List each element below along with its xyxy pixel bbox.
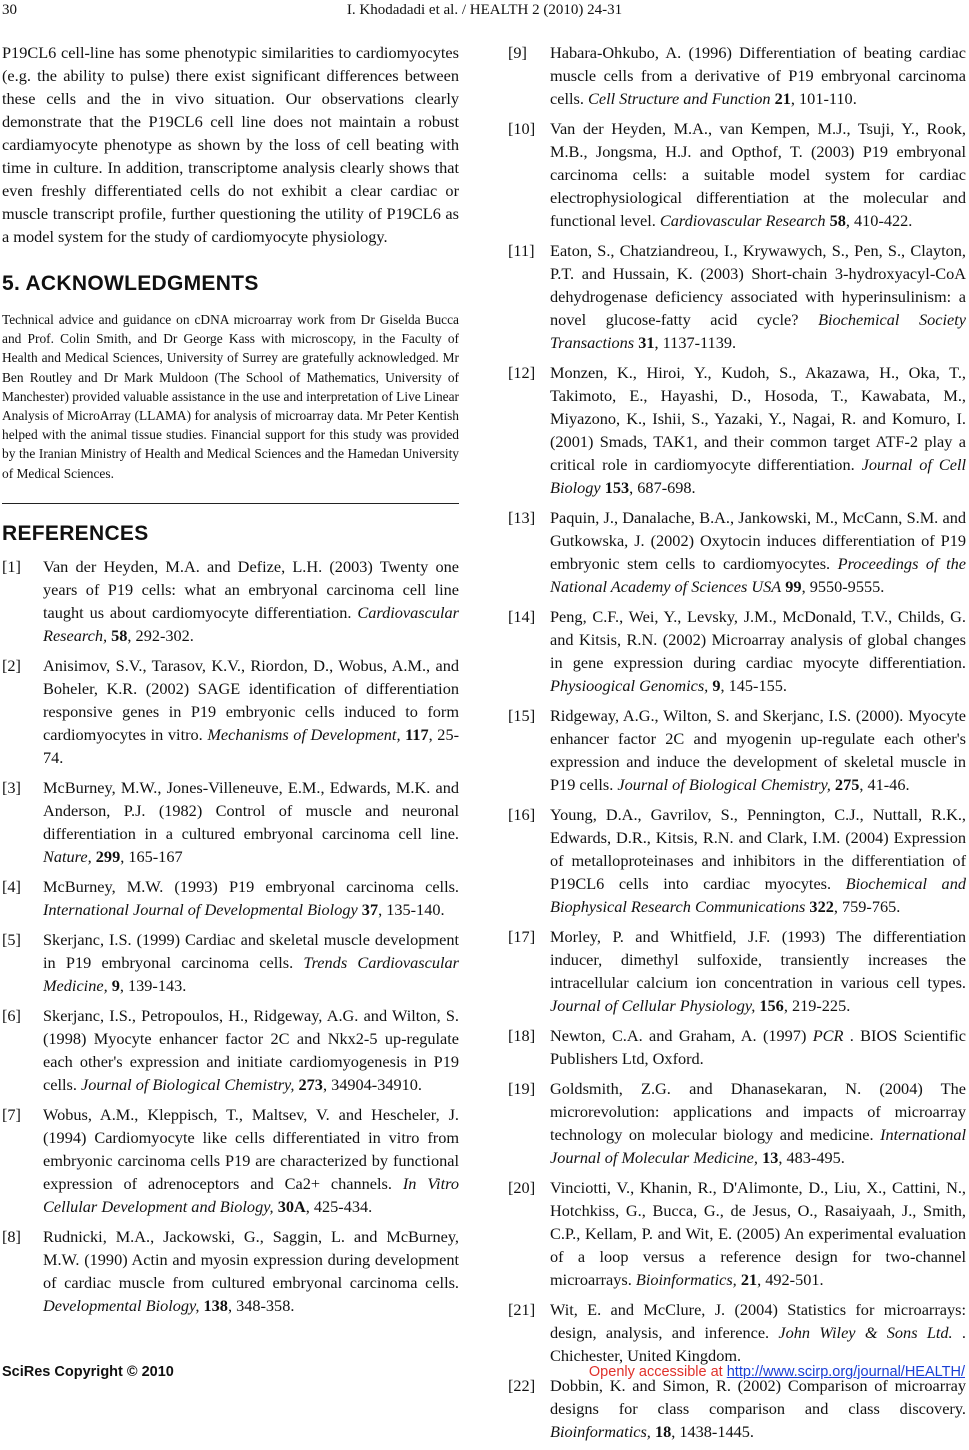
reference-pages: , 759-765. <box>833 897 901 916</box>
reference-pages: , 425-434. <box>305 1196 373 1216</box>
reference-authors: Goldsmith, Z.G. and Dhanasekaran, N. (2004) The microrevolution: applications and impacts of microarray technology on molecular biology and medicine. <box>550 1079 966 1144</box>
reference-volume: 58 <box>829 211 846 230</box>
reference-authors: Anisimov, S.V., Tarasov, K.V., Riordon, D., Wobus, A.M., and Boheler, K.R. (2002) SAGE identification of differentiation responsive genes in P19 embryonic cells induced to form cardiomyocytes in vitro. <box>43 655 459 744</box>
reference-item <box>508 506 966 598</box>
reference-journal: Trends Cardiovascular Medicine, <box>43 952 459 995</box>
reference-journal: Journal of Biological Chemistry, <box>617 775 831 794</box>
reference-pages: , 1438-1445. <box>671 1422 754 1441</box>
reference-journal: Biochemical Society Transactions <box>550 310 966 352</box>
reference-pages: , 25-74. <box>43 724 459 767</box>
journal-link[interactable]: http://www.scirp.org/journal/HEALTH/ <box>726 1364 965 1380</box>
reference-item <box>508 361 966 499</box>
reference-pages: , 139-143. <box>119 975 187 995</box>
reference-volume: 156 <box>759 996 784 1015</box>
reference-item <box>508 925 966 1017</box>
reference-journal: Proceedings of the National Academy of Sciences USA <box>550 554 966 596</box>
reference-pages: , 165-167 <box>120 846 183 866</box>
reference-number: [13] <box>508 508 536 527</box>
reference-authors: Monzen, K., Hiroi, Y., Kudoh, S., Akazawa, H., Oka, T., Takimoto, E., Hayashi, D., Hosoda, T., Kawabata, M., Miyazono, K., Ishii, S., Yazaki, Y., Nagai, R. and Komuro, I. (2001) Smads, TAK1, and their common target ATF-2 play a critical role in cardiomyocyte differentiation. <box>550 363 966 474</box>
reference-number: [22] <box>508 1376 536 1395</box>
reference-pages: , 135-140. <box>378 899 445 919</box>
reference-pages: , 41-46. <box>859 775 910 794</box>
reference-journal: Journal of Cellular Physiology, <box>550 996 756 1015</box>
reference-volume: 21 <box>740 1270 758 1289</box>
running-header <box>0 0 969 24</box>
reference-authors: Paquin, J., Danalache, B.A., Jankowski, M., McCann, S.M. and Gutkowska, J. (2002) Oxytocin induces differentiation of P19 embryonic stem cells to cardiomyocytes. <box>550 508 966 573</box>
reference-journal: Bioinformatics, <box>550 1422 651 1441</box>
reference-number: [2] <box>2 655 21 675</box>
reference-item <box>508 1176 966 1291</box>
reference-number: [11] <box>508 241 535 260</box>
reference-pages: , 34904-34910. <box>322 1074 422 1094</box>
reference-item <box>508 605 966 697</box>
reference-volume: 299 <box>95 846 121 866</box>
reference-pages: , 492-501. <box>757 1270 824 1289</box>
reference-authors: Young, D.A., Gavrilov, S., Pennington, C.J., Nuttall, R.K., Edwards, D.R., Kitsis, R.N. and Clark, I.M. (2004) Expression of metalloproteinases and inhibitors in the differentiation of P19CL6 cells into cardiac myocytes. <box>550 805 966 893</box>
reference-volume: 37 <box>361 899 379 919</box>
reference-number: [18] <box>508 1026 536 1045</box>
reference-pages: . Chichester, United Kingdom. <box>550 1323 966 1365</box>
access-note: Openly accessible at http://www.scirp.org/journal/HEALTH/ <box>588 1364 965 1380</box>
reference-number: [8] <box>2 1226 21 1246</box>
reference-number: [17] <box>508 927 536 946</box>
reference-volume: 58 <box>111 625 128 645</box>
ack-heading: 5. ACKNOWLEDGMENTS <box>2 272 259 295</box>
reference-pages: , 219-225. <box>783 996 851 1015</box>
reference-item <box>508 41 966 110</box>
reference-number: [20] <box>508 1178 536 1197</box>
reference-volume: 138 <box>203 1295 228 1315</box>
reference-authors: Vinciotti, V., Khanin, R., D'Alimonte, D., Liu, X., Cattini, N., Hotchkiss, G., Bucca, G., de Jesus, O., Rasaiyaah, J., Smith, C.P., Kellam, P. and Wit, E. (2005) An experimental evaluation of a loop versus a reference design for two-channel microarrays. <box>550 1178 966 1289</box>
reference-journal: Bioinformatics, <box>635 1270 737 1289</box>
reference-pages: , 145-155. <box>720 676 787 695</box>
reference-number: [4] <box>2 876 21 896</box>
reference-item <box>508 117 966 232</box>
reference-authors: Wit, E. and McClure, J. (2004) Statistics for microarrays: design, analysis, and inference. <box>550 1300 966 1342</box>
reference-pages: , 687-698. <box>629 478 696 497</box>
reference-volume: 21 <box>774 89 791 108</box>
intro-paragraph: P19CL6 cell-line has some phenotypic similarities to cardiomyocytes (e.g. the ability to pulse) there exist significant differences between these cells and the in vivo situation. Our observations clearly demonstrate that the P19CL6 cell line does not maintain a robust cardiamyocyte phenotype as shown by the loss of cell beating with time in culture. In addition, transcriptome analysis clearly shows that even freshly differentiated cells do not exhibit a clear cardiac or muscle transcript profile, further questioning the utility of P19CL6 as a model system for the study of cardiomyocyte physiology. <box>2 43 459 246</box>
reference-volume: 31 <box>638 333 655 352</box>
reference-number: [21] <box>508 1300 536 1319</box>
reference-number: [7] <box>2 1104 21 1124</box>
reference-authors: McBurney, M.W., Jones-Villeneuve, E.M., Edwards, M.K. and Anderson, P.J. (1982) Control of muscle and neuronal differentiation in a cultured embryonal carcinoma cell line. <box>43 777 459 843</box>
reference-volume: 9 <box>111 975 120 995</box>
reference-authors: Ridgeway, A.G., Wilton, S. and Skerjanc, I.S. (2000). Myocyte enhancer factor 2C and myogenin up-regulate each other's expression and induce the development of skeletal muscle in P19 cells. <box>550 706 966 794</box>
reference-list-left <box>2 555 459 1317</box>
reference-item <box>508 704 966 796</box>
reference-authors: Rudnicki, M.A., Jackowski, G., Saggin, L. and McBurney, M.W. (1990) Actin and myosin expression during development of cardiac muscle from cultured embryonal carcinoma cells. <box>43 1226 459 1292</box>
reference-authors: McBurney, M.W. (1993) P19 embryonal carcinoma cells. <box>43 876 459 896</box>
running-title: I. Khodadadi et al. / HEALTH 2 (2010) 24-31 <box>346 2 623 18</box>
reference-volume: 30A <box>277 1196 306 1216</box>
reference-journal: PCR <box>812 1026 844 1045</box>
reference-volume: 18 <box>654 1422 672 1441</box>
reference-authors: Skerjanc, I.S., Petropoulos, H., Ridgeway, A.G. and Wilton, S. (1998) Myocyte enhancer factor 2C and Nkx2-5 up-regulate each other's expression and initiate cardiomyogenesis in P19 cells. <box>43 1005 459 1094</box>
reference-authors: Morley, P. and Whitfield, J.F. (1993) The differentiation inducer, dimethyl sulfoxide, transiently increases the intracellular calcium ion concentration in various cell types. <box>550 927 966 992</box>
reference-authors: Skerjanc, I.S. (1999) Cardiac and skeletal muscle development in P19 embryonal carcinoma cells. <box>43 929 459 972</box>
reference-authors: Wobus, A.M., Kleppisch, T., Maltsev, V. and Hescheler, J. (1994) Cardiomyocyte like cells differentiated in vitro from embryonic carcinoma cells P19 are characterized by functional expression of adrenoceptors and Ca2+ channels. <box>43 1104 459 1193</box>
reference-number: [5] <box>2 929 21 949</box>
reference-authors: Habara-Ohkubo, A. (1996) Differentiation of beating cardiac muscle cells from a derivative of P19 embryonal carcinoma cells. <box>550 43 966 108</box>
reference-journal: International Journal of Developmental Biology <box>43 899 358 919</box>
reference-number: [10] <box>508 119 536 138</box>
reference-volume: 117 <box>405 724 429 744</box>
reference-item <box>508 1077 966 1169</box>
reference-journal: Journal of Cell Biology <box>550 455 966 497</box>
reference-number: [15] <box>508 706 536 725</box>
reference-number: [1] <box>2 556 21 576</box>
ack-text: Technical advice and guidance on cDNA microarray work from Dr Giselda Bucca and Prof. Colin Smith, and Dr George Kass with microscopy, in the Faculty of Health and Medical Sciences, University of Surrey are gratefully acknowledged. Mr Ben Routley and Dr Mark Muldoon (The School of Mathematics, University of Manchester) provided valuable assistance in the use and interpretation of Live Linear Analysis of MicroArray (LLAMA) for analysis of microarray data. Mr Peter Kentish helped with the animal tissue studies. Financial support for this study was provided by the Iranian Ministry of Health and Medical Sciences and the Hamedan University of Medical Sciences. <box>2 312 459 481</box>
reference-journal: Developmental Biology, <box>43 1295 200 1315</box>
right-column <box>508 41 966 1450</box>
reference-pages: , 292-302. <box>127 625 194 645</box>
page-number: 30 <box>2 2 17 18</box>
reference-journal: Cell Structure and Function <box>587 89 771 108</box>
reference-pages: . BIOS Scientific Publishers Ltd, Oxford. <box>550 1026 966 1068</box>
reference-number: [19] <box>508 1079 536 1098</box>
reference-pages: , 1137-1139. <box>654 333 737 352</box>
reference-journal: Biochemical and Biophysical Research Communications <box>550 874 966 916</box>
reference-item <box>2 654 459 769</box>
reference-item <box>508 239 966 354</box>
reference-pages: , 9550-9555. <box>801 577 885 596</box>
reference-item <box>508 1374 966 1443</box>
reference-volume: 322 <box>809 897 834 916</box>
reference-item <box>2 1103 459 1218</box>
reference-journal: In Vitro Cellular Development and Biology, <box>43 1173 459 1216</box>
reference-number: [6] <box>2 1005 21 1025</box>
references-heading: REFERENCES <box>2 521 149 545</box>
reference-item <box>508 1298 966 1367</box>
reference-pages: , 483-495. <box>778 1148 845 1167</box>
reference-volume: 153 <box>604 478 630 497</box>
reference-number: [3] <box>2 777 21 797</box>
reference-journal: International Journal of Molecular Medicine, <box>550 1125 966 1167</box>
reference-pages: , 101-110. <box>790 89 857 108</box>
reference-journal: John Wiley & Sons Ltd. <box>778 1323 953 1342</box>
reference-number: [12] <box>508 363 536 382</box>
reference-authors: Newton, C.A. and Graham, A. (1997) <box>550 1026 813 1045</box>
reference-item <box>2 928 459 997</box>
reference-pages: , 410-422. <box>845 211 913 230</box>
reference-pages: , 348-358. <box>227 1295 295 1315</box>
reference-volume: 275 <box>834 775 860 794</box>
reference-authors: Van der Heyden, M.A. and Defize, L.H. (2003) Twenty one years of P19 cells: what an embryonal carcinoma cell line taught us about cardiomyocyte differentiation. <box>43 556 459 622</box>
reference-journal: Nature, <box>43 846 92 866</box>
left-column <box>2 41 459 1324</box>
reference-authors: Dobbin, K. and Simon, R. (2002) Comparison of microarray designs for class comparison and class discovery. <box>550 1376 966 1418</box>
reference-volume: 99 <box>785 577 802 596</box>
reference-item <box>508 1024 966 1070</box>
reference-volume: 273 <box>298 1074 323 1094</box>
reference-volume: 9 <box>712 676 721 695</box>
reference-item <box>2 1004 459 1096</box>
reference-volume: 13 <box>762 1148 779 1167</box>
reference-authors: Eaton, S., Chatziandreou, I., Krywawych, S., Pen, S., Clayton, P.T. and Hussain, K. (2003) Short-chain 3-hydroxyacyl-CoA dehydrogenase deficiency associated with hyperinsulinism: a novel glucose-fatty acid cycle? <box>550 241 966 329</box>
reference-number: [9] <box>508 43 527 62</box>
reference-item <box>2 555 459 647</box>
reference-item <box>508 803 966 918</box>
reference-list-right <box>508 41 966 1443</box>
reference-journal: Mechanisms of Development, <box>207 724 401 744</box>
reference-item <box>2 1225 459 1317</box>
reference-number: [16] <box>508 805 536 824</box>
reference-journal: Journal of Biological Chemistry, <box>80 1074 295 1094</box>
reference-journal: Cardiovascular Research, <box>43 602 459 645</box>
reference-journal: Cardiovascular Research <box>659 211 826 230</box>
reference-authors: Van der Heyden, M.A., van Kempen, M.J., Tsuji, Y., Rook, M.B., Jongsma, H.J. and Opthof, T. (2003) P19 embryonal carcinoma cells: a suitable model system for cardiac electrophysiological differentiation at the molecular and functional level. <box>550 119 966 230</box>
reference-item <box>2 875 459 921</box>
reference-item <box>2 776 459 868</box>
reference-authors: Peng, C.F., Wei, Y., Levsky, J.M., McDonald, T.V., Childs, G. and Kitsis, R.N. (2002) Microarray analysis of global changes in gene expression during cardiac myocyte differentiation. <box>550 607 966 672</box>
copyright: SciRes Copyright © 2010 <box>2 1364 174 1380</box>
reference-number: [14] <box>508 607 536 626</box>
reference-journal: Physioogical Genomics, <box>550 676 709 695</box>
